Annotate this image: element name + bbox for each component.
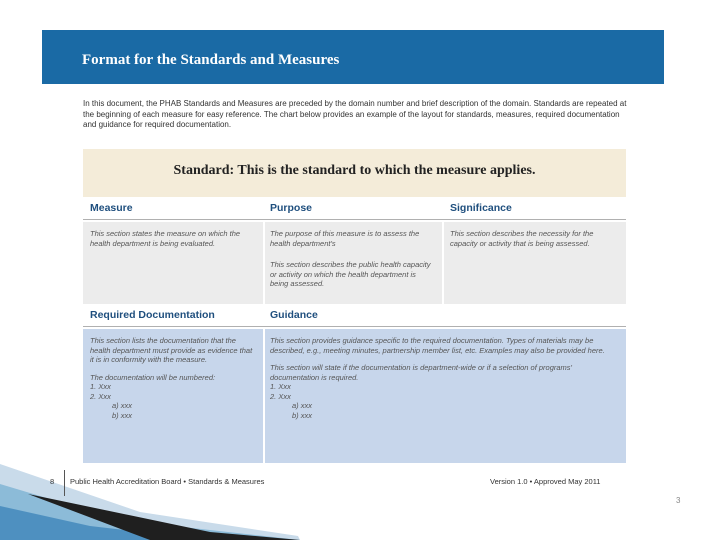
- purpose-text-1: The purpose of this measure is to assess the health department's: [270, 229, 420, 248]
- footer-left-text: Public Health Accreditation Board • Standards & Measures: [70, 477, 265, 486]
- standard-text: Standard: This is the standard to which the measure applies.: [173, 163, 536, 178]
- guidance-sub-a: a) xxx: [292, 401, 313, 410]
- header-divider: [83, 219, 626, 220]
- guidance-p2: This section will state if the documentation is department-wide or if a selection of programs' documentation is required.: [270, 363, 572, 382]
- significance-header: Significance: [450, 202, 512, 214]
- guidance-sub-b: b) xxx: [292, 410, 313, 420]
- guidance-cell: [265, 329, 626, 463]
- doc-item-2: 2. Xxx: [90, 391, 111, 401]
- measure-cell: [83, 222, 263, 304]
- required-documentation-header: Required Documentation: [90, 309, 215, 321]
- measure-text: This section states the measure on which the health department is being evaluated.: [90, 229, 241, 248]
- header-divider-2: [83, 326, 626, 327]
- decorative-swoosh: [0, 450, 300, 540]
- title-banner: [42, 30, 664, 84]
- doc-item-1: 1. Xxx: [90, 382, 111, 391]
- footer-right-text: Version 1.0 • Approved May 2011: [490, 477, 601, 486]
- doc-sub-a: a) xxx: [112, 401, 133, 410]
- purpose-header: Purpose: [270, 202, 313, 214]
- guidance-item-2: 2. Xxx: [270, 391, 291, 401]
- doc-sub-b: b) xxx: [112, 410, 133, 420]
- guidance-header: Guidance: [270, 309, 318, 321]
- doc-intro: This section lists the documentation that the health department must provide as evidence that it is in conformity with the measure.: [90, 336, 253, 364]
- footer-separator: [64, 470, 65, 496]
- slide-number: 3: [676, 496, 681, 505]
- standard-bar: [83, 149, 626, 197]
- footer-page-number: 8: [50, 477, 55, 486]
- required-documentation-cell: [83, 329, 263, 463]
- purpose-cell: [265, 222, 442, 304]
- significance-cell: [444, 222, 626, 304]
- guidance-item-1: 1. Xxx: [270, 382, 291, 391]
- significance-text: This section describes the necessity for the capacity or activity that is being assessed.: [450, 229, 594, 248]
- doc-numbered: The documentation will be numbered:: [90, 372, 216, 382]
- guidance-p1: This section provides guidance specific to the required documentation. Types of materials may be described, e.g., meeting minutes, partnership member list, etc. Examples may also be provided here.: [270, 336, 605, 355]
- measure-header: Measure: [90, 202, 133, 214]
- purpose-text-2: This section describes the public health capacity or activity on which the health department is being assessed.: [270, 260, 431, 288]
- page-title: Format for the Standards and Measures: [82, 52, 340, 68]
- intro-paragraph: In this document, the PHAB Standards and Measures are preceded by the domain number and brief description of the domain. Standards are repeated at the beginning of each measure for easy reference. The chart below provides an example of the layout for standards, measures, required documentation and guidance for required documentation.: [83, 99, 627, 129]
